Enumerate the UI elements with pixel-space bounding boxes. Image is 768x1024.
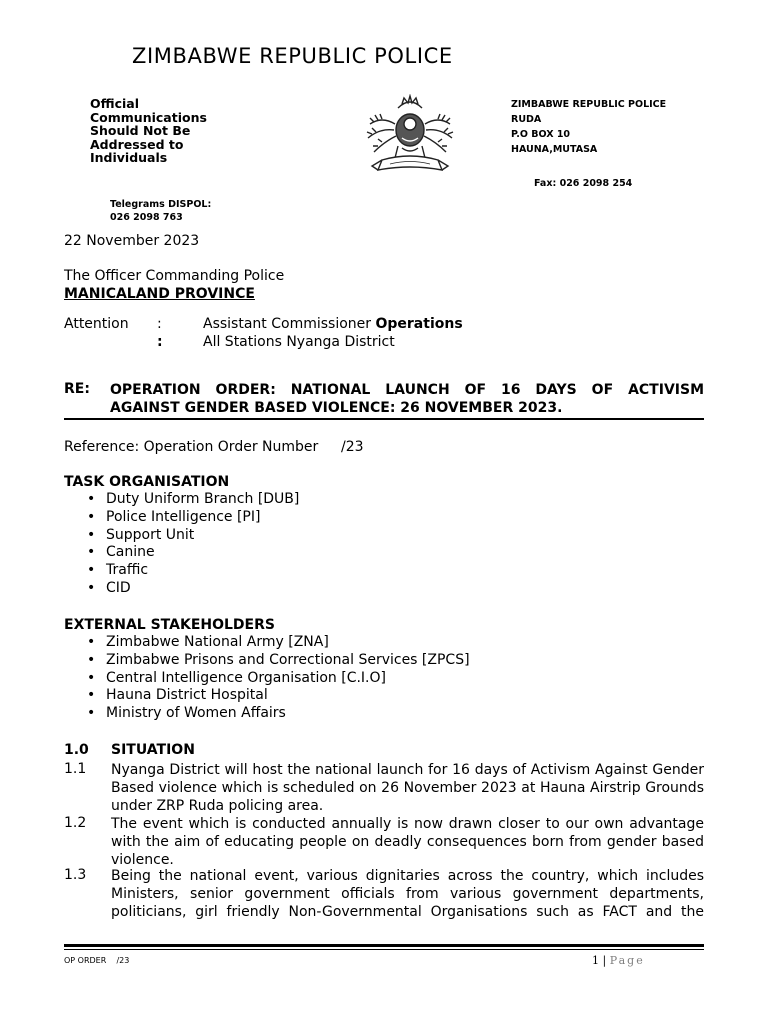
telegrams-label: Telegrams DISPOL:	[110, 199, 212, 210]
telegrams-number: 026 2098 763	[110, 212, 183, 223]
paragraph-text: Nyanga District will host the national launch for 16 days of Activism Against Gender Based violence which is scheduled on 26 November 2023 at Hauna Airstrip Grounds under ZRP Ruda policing area.	[111, 762, 704, 814]
list-item: • Duty Uniform Branch [DUB]	[87, 491, 299, 509]
paragraph-number: 1.1	[64, 761, 87, 777]
attention-colon: :	[157, 316, 162, 332]
situation-number: 1.0	[64, 742, 89, 758]
official-notice-line: Should Not Be	[90, 123, 191, 138]
list-item: • Central Intelligence Organisation [C.I.O]	[87, 670, 470, 688]
task-organisation-heading: TASK ORGANISATION	[64, 474, 230, 490]
police-crest-emblem	[360, 94, 460, 186]
list-item: • Zimbabwe Prisons and Correctional Services [ZPCS]	[87, 652, 470, 670]
footer-divider-thin	[64, 949, 704, 950]
list-item: • Support Unit	[87, 527, 299, 545]
station-address	[511, 97, 666, 157]
address-line: RUDA	[511, 114, 542, 125]
situation-heading: SITUATION	[111, 742, 195, 758]
official-notice-line: Individuals	[90, 150, 168, 165]
footer-reference: OP ORDER /23	[64, 956, 130, 965]
official-notice	[90, 97, 240, 165]
subject-text	[110, 381, 704, 417]
paragraph-number: 1.3	[64, 867, 87, 883]
subject-line-2: AGAINST GENDER BASED VIOLENCE: 26 NOVEMBER 2023.	[110, 400, 563, 416]
page-word: Page	[609, 954, 645, 967]
task-organisation-list	[87, 491, 299, 598]
attention-colon-2: :	[157, 334, 163, 350]
official-notice-line: Communications	[90, 109, 207, 125]
external-stakeholders-list	[87, 634, 470, 723]
fax-number: Fax: 026 2098 254	[534, 178, 633, 189]
attention-recipient-1-prefix: Assistant Commissioner	[203, 316, 376, 332]
attention-recipient-2: All Stations Nyanga District	[203, 334, 395, 350]
recipient-line-2: MANICALAND PROVINCE	[64, 286, 255, 302]
subject-divider	[64, 418, 704, 420]
address-line: P.O BOX 10	[511, 129, 571, 140]
attention-recipient-1-bold: Operations	[375, 316, 463, 332]
list-item: • Hauna District Hospital	[87, 687, 470, 705]
address-line: HAUNA,MUTASA	[511, 144, 598, 155]
subject-label: RE:	[64, 381, 90, 397]
subject-line-1: OPERATION ORDER: NATIONAL LAUNCH OF 16 DAYS OF ACTIVISM	[110, 382, 704, 398]
attention-label: Attention	[64, 316, 129, 332]
reference-label: Reference: Operation Order Number	[64, 439, 319, 455]
list-item: • Zimbabwe National Army [ZNA]	[87, 634, 470, 652]
document-title: ZIMBABWE REPUBLIC POLICE	[132, 44, 453, 68]
address-line: ZIMBABWE REPUBLIC POLICE	[511, 99, 667, 110]
attention-recipient-1	[203, 315, 463, 333]
reference-suffix: /23	[341, 439, 364, 455]
paragraph-text: The event which is conducted annually is now drawn closer to our own advantage with the aim of educating people on deadly consequences born from gender based violence.	[111, 816, 704, 868]
list-item: • CID	[87, 580, 299, 598]
situation-paragraphs	[64, 761, 704, 941]
list-item: • Canine	[87, 544, 299, 562]
official-notice-line: Addressed to	[90, 136, 184, 152]
list-item: • Traffic	[87, 562, 299, 580]
letter-date: 22 November 2023	[64, 233, 200, 249]
footer-divider-thick	[64, 944, 704, 947]
telegrams-info	[110, 198, 211, 224]
paragraph-text: Being the national event, various dignitaries across the country, which includes Ministers, senior government officials from various government departments, politicians, girl friendly Non-Governmental Organisations such as FACT and the	[111, 868, 704, 920]
external-stakeholders-heading: EXTERNAL STAKEHOLDERS	[64, 617, 275, 633]
recipient-line-1: The Officer Commanding Police	[64, 268, 285, 284]
official-notice-line: Official	[90, 96, 139, 111]
page-number-value: 1	[592, 954, 599, 967]
page-separator: |	[602, 954, 607, 967]
list-item: • Ministry of Women Affairs	[87, 705, 470, 723]
list-item: • Police Intelligence [PI]	[87, 509, 299, 527]
paragraph-number: 1.2	[64, 815, 87, 831]
page-number	[592, 954, 645, 967]
